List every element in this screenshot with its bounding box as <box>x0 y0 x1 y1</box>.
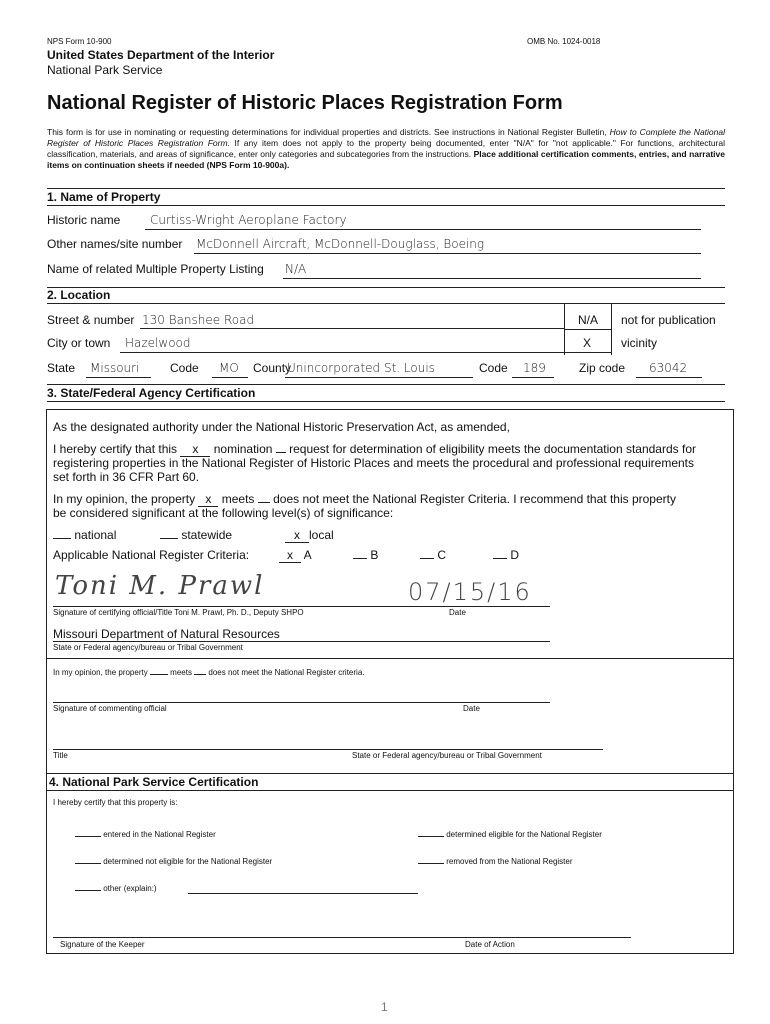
county-value: Unincorporated St. Louis <box>287 361 435 375</box>
state-value: Missouri <box>90 361 140 375</box>
city-value: Hazelwood <box>125 336 191 350</box>
option-removed: removed from the National Register <box>418 857 573 866</box>
certify-line2: registering properties in the National Register of Historic Places and meets the procedural and professional requirements <box>53 456 694 470</box>
city-label: City or town <box>47 336 111 350</box>
department: United States Department of the Interior <box>47 48 275 62</box>
certify-line1: I hereby certify that this x nomination request for determination of eligibility meets the documentation standards for <box>53 442 696 456</box>
street-label: Street & number <box>47 313 135 327</box>
agency-label: State or Federal agency/bureau or Tribal Government <box>53 643 243 652</box>
vicinity-label: vicinity <box>621 336 658 350</box>
nfp-value: N/A <box>578 313 599 327</box>
section4-title: 4. National Park Service Certification <box>49 775 259 789</box>
signature-date-label: Date <box>449 608 466 617</box>
state-code-label: Code <box>170 361 199 375</box>
commenting-date-label: Date <box>463 704 480 713</box>
section1-title: 1. Name of Property <box>47 190 161 204</box>
criterion-c: C <box>420 548 446 562</box>
county-code-value: 189 <box>523 361 546 375</box>
authority-text: As the designated authority under the National Historic Preservation Act, as amended, <box>53 420 510 434</box>
related-listing-label: Name of related Multiple Property Listing <box>47 262 264 276</box>
opinion-line2: be considered significant at the following level(s) of significance: <box>53 506 394 520</box>
vicinity-value: X <box>583 336 592 350</box>
state-code-value: MO <box>219 361 239 375</box>
nfp-label: not for publication <box>621 313 716 327</box>
historic-name-value: Curtiss-Wright Aeroplane Factory <box>150 213 347 227</box>
form-number: NPS Form 10-900 <box>47 37 112 46</box>
option-other: other (explain:) <box>75 884 157 893</box>
zip-label: Zip code <box>579 361 626 375</box>
section3-title: 3. State/Federal Agency Certification <box>47 386 256 400</box>
related-listing-value: N/A <box>285 262 307 276</box>
keeper-signature-label: Signature of the Keeper <box>60 940 145 949</box>
state-label: State <box>47 361 76 375</box>
criterion-a: x A <box>279 548 312 563</box>
commenting-signature-label: Signature of commenting official <box>53 704 167 713</box>
signature-label: Signature of certifying official/Title Toni M. Prawl, Ph. D., Deputy SHPO <box>53 608 304 617</box>
title-label: Title <box>53 751 68 760</box>
opinion-line1: In my opinion, the property x meets does not meet the National Register Criteria. I recommend that this property <box>53 492 676 506</box>
county-code-label: Code <box>479 361 508 375</box>
action-date-label: Date of Action <box>465 940 515 949</box>
page-number: 1 <box>381 1000 388 1014</box>
commenting-opinion: In my opinion, the property meets does not meet the National Register criteria. <box>53 668 365 677</box>
level-statewide: statewide <box>160 528 232 542</box>
criterion-b: B <box>353 548 378 562</box>
other-names-label: Other names/site number <box>47 237 183 251</box>
signature-date: 07/15/16 <box>408 578 532 606</box>
criteria-label: Applicable National Register Criteria: <box>53 548 250 562</box>
handwritten-signature: Toni M. Prawl <box>55 571 265 601</box>
agency-name: Missouri Department of Natural Resources <box>53 627 280 641</box>
intro-text: This form is for use in nominating or requesting determinations for individual properties and districts. See instructions in National Register Bulletin, How to Complete the National Register of Historic Places Registration Form. If any item does not apply to the property being documented, enter "N/A" for "not applicable." For functions, architectural classification, materials, and areas of significance, enter only categories and subcategories from the instructions. Place additional certification comments, entries, and narrative items on continuation sheets if needed (NPS Form 10-900a). <box>47 127 725 170</box>
option-entered: entered in the National Register <box>75 830 216 839</box>
omb-number: OMB No. 1024-0018 <box>527 37 601 46</box>
county-label: County <box>253 361 292 375</box>
service: National Park Service <box>47 63 163 77</box>
option-determined-not-eligible: determined not eligible for the National Register <box>75 857 272 866</box>
other-names-value: McDonnell Aircraft, McDonnell-Douglass, Boeing <box>196 237 485 251</box>
street-value: 130 Banshee Road <box>142 313 255 327</box>
title-agency-label: State or Federal agency/bureau or Tribal Government <box>352 751 542 760</box>
option-determined-eligible: determined eligible for the National Register <box>418 830 602 839</box>
section2-title: 2. Location <box>47 288 111 302</box>
criterion-d: D <box>493 548 519 562</box>
certify-line3: set forth in 36 CFR Part 60. <box>53 470 200 484</box>
level-local: x local <box>285 528 334 543</box>
historic-name-label: Historic name <box>47 213 121 227</box>
level-national: national <box>53 528 116 542</box>
page-title: National Register of Historic Places Registration Form <box>47 92 563 114</box>
zip-value: 63042 <box>649 361 688 375</box>
nps-certify-text: I hereby certify that this property is: <box>53 798 178 807</box>
